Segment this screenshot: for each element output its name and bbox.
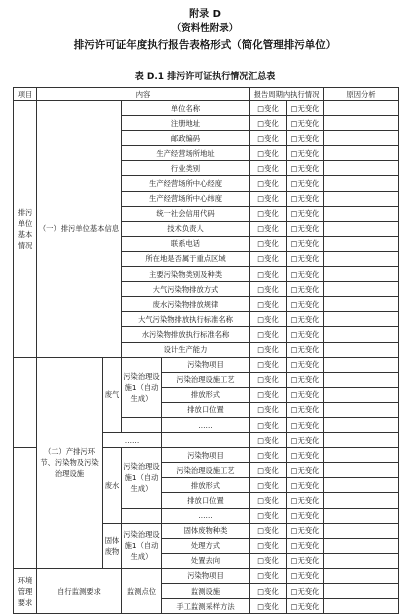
reason-cell[interactable] — [324, 357, 399, 372]
gas-item: 污染物项目 — [162, 357, 250, 372]
option-unchanged[interactable]: □无变化 — [287, 101, 324, 116]
reason-cell[interactable] — [324, 568, 399, 583]
header-reason: 原因分析 — [324, 88, 399, 101]
header-content: 内容 — [37, 88, 250, 101]
option-unchanged[interactable]: □无变化 — [287, 282, 324, 297]
reason-cell[interactable] — [324, 402, 399, 417]
reason-cell[interactable] — [324, 206, 399, 221]
water-item: 污染物项目 — [162, 448, 250, 463]
header-status: 报告周期内执行情况 — [250, 88, 324, 101]
basic-item: 单位名称 — [122, 101, 250, 116]
gas-facility: 污染治理设施1（自动生成） — [122, 357, 162, 417]
option-changed[interactable]: □变化 — [250, 508, 287, 523]
option-changed[interactable]: □变化 — [250, 553, 287, 568]
reason-cell[interactable] — [324, 342, 399, 357]
option-unchanged[interactable]: □无变化 — [287, 297, 324, 312]
option-unchanged[interactable]: □无变化 — [287, 387, 324, 402]
basic-item: 大气污染物排放方式 — [122, 282, 250, 297]
option-changed[interactable]: □变化 — [250, 372, 287, 387]
option-changed[interactable]: □变化 — [250, 146, 287, 161]
reason-cell[interactable] — [324, 131, 399, 146]
reason-cell[interactable] — [324, 508, 399, 523]
solid-facility: 污染治理设施1（自动生成） — [122, 523, 162, 568]
basic-item: 技术负责人 — [122, 221, 250, 236]
gas-item: 污染治理设施工艺 — [162, 372, 250, 387]
reason-cell[interactable] — [324, 433, 399, 448]
option-changed[interactable]: □变化 — [250, 131, 287, 146]
reason-cell[interactable] — [324, 463, 399, 478]
option-changed[interactable]: □变化 — [250, 342, 287, 357]
option-unchanged[interactable]: □无变化 — [287, 251, 324, 266]
option-changed[interactable]: □变化 — [250, 478, 287, 493]
basic-item: 大气污染物排放执行标准名称 — [122, 312, 250, 327]
option-changed[interactable]: □变化 — [250, 176, 287, 191]
reason-cell[interactable] — [324, 161, 399, 176]
gas-facility-blank — [122, 417, 162, 432]
reason-cell[interactable] — [324, 312, 399, 327]
option-unchanged[interactable]: □无变化 — [287, 448, 324, 463]
option-changed[interactable]: □变化 — [250, 327, 287, 342]
option-unchanged[interactable]: □无变化 — [287, 493, 324, 508]
option-changed[interactable]: □变化 — [250, 161, 287, 176]
basic-item: 主要污染物类别及种类 — [122, 267, 250, 282]
reason-cell[interactable] — [324, 297, 399, 312]
summary-table — [13, 87, 399, 614]
water-facility: 污染治理设施1（自动生成） — [122, 448, 162, 508]
option-changed[interactable]: □变化 — [250, 584, 287, 599]
water-label: 废水 — [103, 448, 122, 523]
group-emissions-inner: （二）产排污环节、污染物及污染治理设施 — [37, 357, 103, 568]
option-changed[interactable]: □变化 — [250, 282, 287, 297]
reason-cell[interactable] — [324, 523, 399, 538]
basic-item: 行业类别 — [122, 161, 250, 176]
option-unchanged[interactable]: □无变化 — [287, 267, 324, 282]
option-unchanged[interactable]: □无变化 — [287, 402, 324, 417]
water-item: 排放口位置 — [162, 493, 250, 508]
gas-more-blank — [162, 433, 250, 448]
water-item: 排放形式 — [162, 478, 250, 493]
basic-item: 生产经营场所中心经度 — [122, 176, 250, 191]
basic-item: 生产经营场所地址 — [122, 146, 250, 161]
option-unchanged[interactable]: □无变化 — [287, 146, 324, 161]
basic-item: 生产经营场所中心纬度 — [122, 191, 250, 206]
reason-cell[interactable] — [324, 191, 399, 206]
reason-cell[interactable] — [324, 387, 399, 402]
reason-cell[interactable] — [324, 599, 399, 614]
option-unchanged[interactable]: □无变化 — [287, 508, 324, 523]
monitor-point: 监测点位 — [122, 568, 162, 613]
reason-cell[interactable] — [324, 372, 399, 387]
option-unchanged[interactable]: □无变化 — [287, 131, 324, 146]
group-env-inner: 自行监测要求 — [37, 568, 122, 613]
option-changed[interactable]: □变化 — [250, 251, 287, 266]
solid-item: 固体废物种类 — [162, 523, 250, 538]
basic-item: 水污染物排放执行标准名称 — [122, 327, 250, 342]
option-changed[interactable]: □变化 — [250, 357, 287, 372]
option-changed[interactable]: □变化 — [250, 448, 287, 463]
option-changed[interactable]: □变化 — [250, 206, 287, 221]
gas-item: …… — [162, 417, 250, 432]
option-changed[interactable]: □变化 — [250, 599, 287, 614]
appendix-label: 附录 D — [189, 9, 221, 20]
option-unchanged[interactable]: □无变化 — [287, 568, 324, 583]
option-changed[interactable]: □变化 — [250, 568, 287, 583]
reason-cell[interactable] — [324, 417, 399, 432]
reason-cell[interactable] — [324, 493, 399, 508]
reason-cell[interactable] — [324, 584, 399, 599]
option-unchanged[interactable]: □无变化 — [287, 538, 324, 553]
option-unchanged[interactable]: □无变化 — [287, 599, 324, 614]
option-changed[interactable]: □变化 — [250, 236, 287, 251]
group-env-outer: 环境管理要求 — [14, 568, 37, 613]
header-item: 项目 — [14, 88, 37, 101]
table-row — [14, 568, 399, 583]
option-changed[interactable]: □变化 — [250, 463, 287, 478]
solid-label: 固体废物 — [103, 523, 122, 568]
option-changed[interactable]: □变化 — [250, 538, 287, 553]
option-changed[interactable]: □变化 — [250, 116, 287, 131]
option-unchanged[interactable]: □无变化 — [287, 342, 324, 357]
reason-cell[interactable] — [324, 176, 399, 191]
option-unchanged[interactable]: □无变化 — [287, 433, 324, 448]
option-changed[interactable]: □变化 — [250, 417, 287, 432]
option-unchanged[interactable]: □无变化 — [287, 312, 324, 327]
water-outer-blank — [14, 448, 37, 569]
option-unchanged[interactable]: □无变化 — [287, 478, 324, 493]
option-unchanged[interactable]: □无变化 — [287, 584, 324, 599]
table-row — [14, 357, 399, 372]
option-unchanged[interactable]: □无变化 — [287, 417, 324, 432]
document-title: 排污许可证年度执行报告表格形式（简化管理排污单位） — [73, 39, 337, 51]
gas-more: …… — [103, 433, 162, 448]
reason-cell[interactable] — [324, 553, 399, 568]
option-changed[interactable]: □变化 — [250, 191, 287, 206]
water-facility-blank — [122, 508, 162, 523]
option-changed[interactable]: □变化 — [250, 387, 287, 402]
water-item: 污染治理设施工艺 — [162, 463, 250, 478]
gas-label: 废气 — [103, 357, 122, 432]
option-changed[interactable]: □变化 — [250, 493, 287, 508]
reason-cell[interactable] — [324, 448, 399, 463]
reason-cell[interactable] — [324, 282, 399, 297]
option-unchanged[interactable]: □无变化 — [287, 372, 324, 387]
option-unchanged[interactable]: □无变化 — [287, 357, 324, 372]
basic-item: 废水污染物排放规律 — [122, 297, 250, 312]
reason-cell[interactable] — [324, 101, 399, 116]
reason-cell[interactable] — [324, 267, 399, 282]
monitor-item: 污染物项目 — [162, 568, 250, 583]
basic-item: 所在地是否属于重点区域 — [122, 251, 250, 266]
option-unchanged[interactable]: □无变化 — [287, 327, 324, 342]
basic-item: 邮政编码 — [122, 131, 250, 146]
basic-item: 联系电话 — [122, 236, 250, 251]
option-unchanged[interactable]: □无变化 — [287, 161, 324, 176]
reason-cell[interactable] — [324, 478, 399, 493]
option-unchanged[interactable]: □无变化 — [287, 221, 324, 236]
option-changed[interactable]: □变化 — [250, 297, 287, 312]
option-changed[interactable]: □变化 — [250, 523, 287, 538]
option-unchanged[interactable]: □无变化 — [287, 553, 324, 568]
reason-cell[interactable] — [324, 251, 399, 266]
water-item: …… — [162, 508, 250, 523]
table-row — [14, 101, 399, 116]
gas-item: 排放形式 — [162, 387, 250, 402]
reason-cell[interactable] — [324, 327, 399, 342]
group-basic-outer: 排污单位基本情况 — [14, 101, 37, 358]
option-unchanged[interactable]: □无变化 — [287, 116, 324, 131]
reason-cell[interactable] — [324, 221, 399, 236]
group-basic-inner: （一）排污单位基本信息 — [37, 101, 122, 358]
reason-cell[interactable] — [324, 146, 399, 161]
option-unchanged[interactable]: □无变化 — [287, 206, 324, 221]
option-unchanged[interactable]: □无变化 — [287, 191, 324, 206]
option-changed[interactable]: □变化 — [250, 267, 287, 282]
solid-item: 处理方式 — [162, 538, 250, 553]
option-changed[interactable]: □变化 — [250, 433, 287, 448]
reason-cell[interactable] — [324, 538, 399, 553]
emissions-outer-blank — [14, 357, 37, 448]
appendix-note: （资料性附录） — [171, 23, 239, 34]
table-caption: 表 D.1 排污许可证执行情况汇总表 — [134, 72, 276, 82]
option-changed[interactable]: □变化 — [250, 402, 287, 417]
monitor-item: 手工监测采样方法 — [162, 599, 250, 614]
option-changed[interactable]: □变化 — [250, 312, 287, 327]
option-unchanged[interactable]: □无变化 — [287, 523, 324, 538]
basic-item: 统一社会信用代码 — [122, 206, 250, 221]
reason-cell[interactable] — [324, 236, 399, 251]
option-changed[interactable]: □变化 — [250, 101, 287, 116]
basic-item: 设计生产能力 — [122, 342, 250, 357]
gas-item: 排放口位置 — [162, 402, 250, 417]
option-unchanged[interactable]: □无变化 — [287, 176, 324, 191]
reason-cell[interactable] — [324, 116, 399, 131]
option-unchanged[interactable]: □无变化 — [287, 463, 324, 478]
solid-item: 处置去向 — [162, 553, 250, 568]
monitor-item: 监测设施 — [162, 584, 250, 599]
option-changed[interactable]: □变化 — [250, 221, 287, 236]
table-header-row — [14, 88, 399, 101]
basic-item: 注册地址 — [122, 116, 250, 131]
option-unchanged[interactable]: □无变化 — [287, 236, 324, 251]
